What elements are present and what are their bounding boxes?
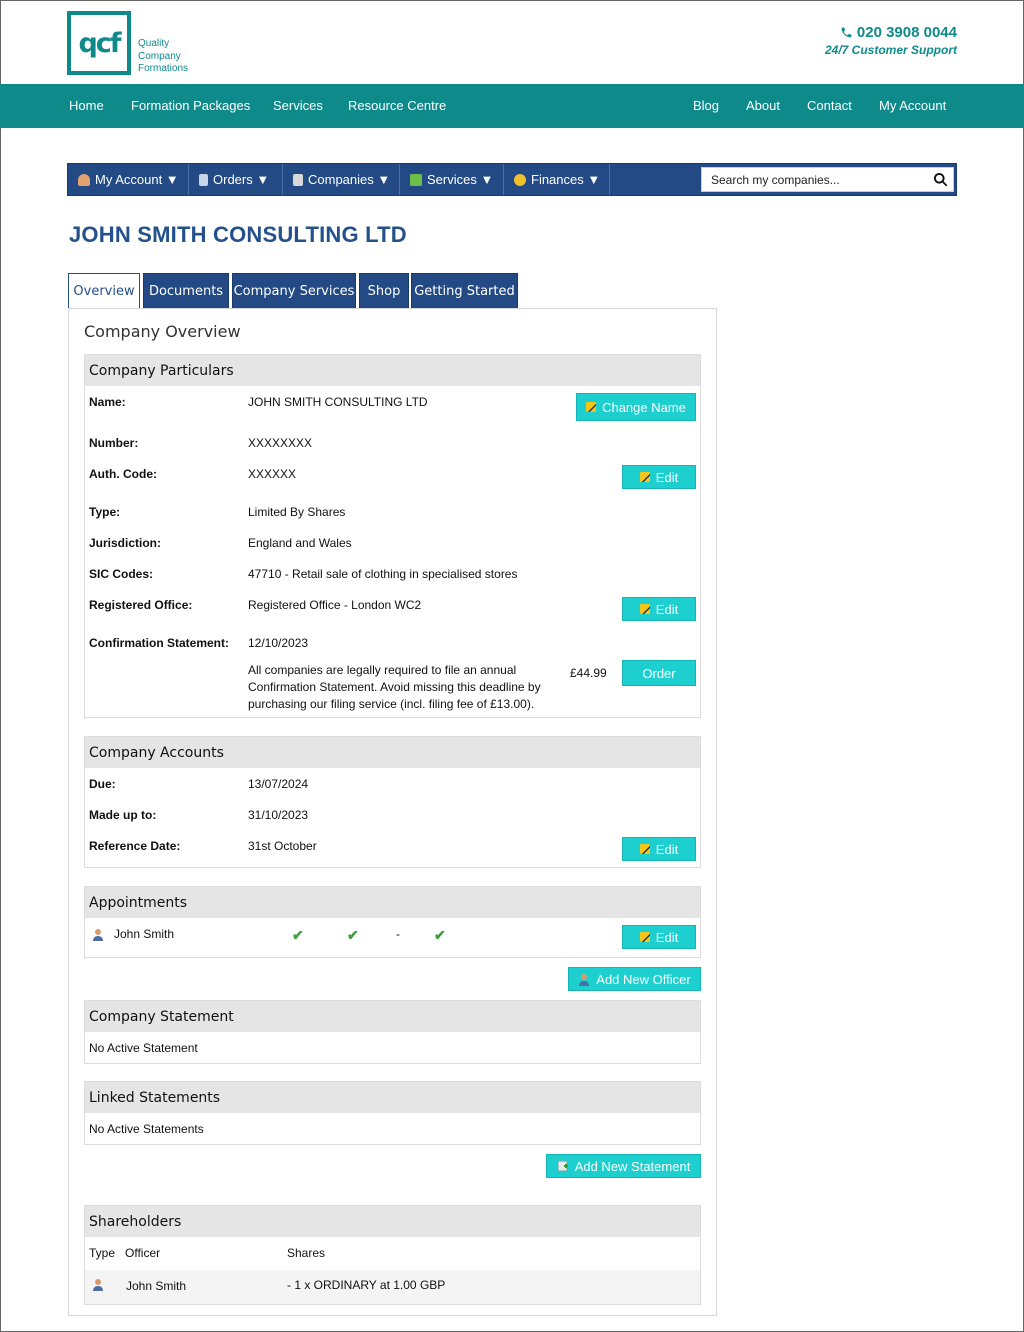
menu-companies-label: Companies ▼ bbox=[308, 172, 391, 187]
number-value: XXXXXXXX bbox=[248, 436, 313, 450]
logo-line-3: Formations bbox=[138, 63, 189, 74]
phone-number[interactable] bbox=[825, 24, 957, 41]
menu-services-label: Services ▼ bbox=[427, 172, 494, 187]
logo-mark: qcf bbox=[78, 27, 120, 59]
logo-line-2: Company bbox=[138, 50, 181, 62]
edit-accounts-button[interactable] bbox=[622, 837, 696, 861]
check-icon: ✔ bbox=[434, 927, 446, 943]
section-title: Company Accounts bbox=[85, 737, 700, 768]
registered-office-value: Registered Office - London WC2 bbox=[248, 598, 422, 612]
made-up-to-label: Made up to: bbox=[89, 808, 157, 822]
column-officer: Officer bbox=[125, 1246, 161, 1260]
user-icon bbox=[78, 174, 90, 186]
section-linked-statements bbox=[84, 1081, 701, 1145]
shareholder-name[interactable]: John Smith bbox=[126, 1279, 187, 1293]
coins-icon bbox=[514, 174, 526, 186]
company-search bbox=[701, 167, 954, 192]
edit-auth-code-button[interactable] bbox=[622, 465, 696, 489]
add-statement-label: Add New Statement bbox=[574, 1158, 691, 1174]
nav-blog[interactable]: Blog bbox=[693, 98, 720, 113]
puzzle-icon bbox=[410, 174, 422, 186]
reference-date-label: Reference Date: bbox=[89, 839, 181, 853]
section-appointments bbox=[84, 886, 701, 958]
qcf-logo[interactable] bbox=[67, 11, 131, 75]
sic-codes-label: SIC Codes: bbox=[89, 567, 154, 581]
search-input[interactable] bbox=[702, 168, 922, 191]
confirmation-note-line: Confirmation Statement. Avoid missing this deadline by bbox=[248, 680, 541, 694]
shareholder-shares: - 1 x ORDINARY at 1.00 GBP bbox=[287, 1278, 446, 1292]
menu-orders[interactable] bbox=[189, 164, 283, 195]
change-name-button[interactable] bbox=[576, 393, 696, 421]
no-statement-text: No Active Statement bbox=[89, 1041, 198, 1055]
confirmation-statement-label: Confirmation Statement: bbox=[89, 636, 230, 650]
tab-company-services[interactable]: Company Services bbox=[232, 273, 356, 309]
pencil-icon bbox=[640, 472, 650, 482]
pencil-icon bbox=[640, 604, 650, 614]
auth-code-label: Auth. Code: bbox=[89, 467, 157, 481]
person-icon bbox=[92, 928, 104, 941]
pencil-icon bbox=[640, 932, 650, 942]
no-linked-statements-text: No Active Statements bbox=[89, 1122, 204, 1136]
section-company-accounts bbox=[84, 736, 701, 868]
number-label: Number: bbox=[89, 436, 139, 450]
confirmation-note bbox=[248, 662, 541, 713]
contact-block bbox=[825, 24, 957, 57]
check-icon: ✔ bbox=[292, 927, 304, 943]
confirmation-statement-value: 12/10/2023 bbox=[248, 636, 309, 650]
name-value: JOHN SMITH CONSULTING LTD bbox=[248, 395, 428, 409]
support-text: 24/7 Customer Support bbox=[824, 43, 957, 57]
add-statement-button[interactable] bbox=[546, 1154, 701, 1178]
made-up-to-value: 31/10/2023 bbox=[248, 808, 309, 822]
section-title: Shareholders bbox=[85, 1206, 700, 1237]
search-icon[interactable] bbox=[933, 172, 948, 187]
edit-registered-office-button[interactable] bbox=[622, 597, 696, 621]
main-nav bbox=[0, 84, 1024, 128]
edit-label: Edit bbox=[655, 841, 679, 857]
due-label: Due: bbox=[89, 777, 116, 791]
pencil-icon bbox=[640, 844, 650, 854]
confirmation-note-line: All companies are legally required to file an annual bbox=[248, 663, 517, 677]
nav-formation-packages[interactable]: Formation Packages bbox=[131, 98, 251, 113]
nav-services[interactable]: Services bbox=[273, 98, 323, 113]
phone-icon bbox=[840, 26, 853, 39]
section-title: Company Statement bbox=[85, 1001, 700, 1032]
nav-home[interactable]: Home bbox=[69, 98, 104, 113]
confirmation-price: £44.99 bbox=[570, 666, 607, 680]
reference-date-value: 31st October bbox=[248, 839, 317, 853]
tab-overview[interactable]: Overview bbox=[68, 273, 140, 309]
registered-office-label: Registered Office: bbox=[89, 598, 193, 612]
type-label: Type: bbox=[89, 505, 121, 519]
menu-finances[interactable] bbox=[504, 164, 610, 195]
building-icon bbox=[293, 174, 303, 186]
section-shareholders bbox=[84, 1205, 701, 1305]
change-name-label: Change Name bbox=[602, 399, 686, 415]
menu-services[interactable] bbox=[400, 164, 504, 195]
edit-label: Edit bbox=[655, 469, 679, 485]
column-shares: Shares bbox=[287, 1246, 326, 1260]
add-person-icon bbox=[578, 973, 590, 986]
nav-my-account[interactable]: My Account bbox=[879, 98, 947, 113]
column-type: Type bbox=[89, 1246, 116, 1260]
add-officer-label: Add New Officer bbox=[596, 971, 691, 987]
menu-my-account-label: My Account ▼ bbox=[95, 172, 179, 187]
section-company-particulars bbox=[84, 354, 701, 718]
dash-text: - bbox=[396, 927, 400, 941]
type-value: Limited By Shares bbox=[248, 505, 346, 519]
section-title: Appointments bbox=[85, 887, 700, 918]
tab-documents[interactable]: Documents bbox=[143, 273, 229, 309]
edit-appointment-button[interactable] bbox=[622, 925, 696, 949]
edit-label: Edit bbox=[655, 929, 679, 945]
due-value: 13/07/2024 bbox=[248, 777, 309, 791]
pencil-icon bbox=[586, 402, 596, 412]
person-icon bbox=[92, 1278, 104, 1291]
section-company-statement bbox=[84, 1000, 701, 1064]
nav-contact[interactable]: Contact bbox=[807, 98, 852, 113]
account-toolbar bbox=[67, 163, 957, 196]
officer-name[interactable]: John Smith bbox=[114, 927, 175, 941]
section-title: Linked Statements bbox=[85, 1082, 700, 1113]
confirmation-note-line: purchasing our filing service (incl. filing fee of £13.00). bbox=[248, 697, 535, 711]
section-title: Company Particulars bbox=[85, 355, 700, 386]
tab-shop[interactable]: Shop bbox=[359, 273, 409, 309]
tab-getting-started[interactable]: Getting Started bbox=[411, 273, 518, 309]
name-label: Name: bbox=[89, 395, 126, 409]
order-button[interactable]: Order bbox=[622, 660, 696, 686]
phone-number-text: 020 3908 0044 bbox=[856, 24, 957, 41]
menu-companies[interactable] bbox=[283, 164, 400, 195]
jurisdiction-value: England and Wales bbox=[248, 536, 352, 550]
page-title: JOHN SMITH CONSULTING LTD bbox=[69, 222, 407, 247]
logo-tagline bbox=[138, 38, 188, 76]
add-document-icon bbox=[557, 1160, 569, 1172]
table-row bbox=[85, 1270, 700, 1304]
sic-codes-value: 47710 - Retail sale of clothing in specialised stores bbox=[248, 567, 518, 581]
nav-resource-centre[interactable]: Resource Centre bbox=[348, 98, 447, 113]
menu-orders-label: Orders ▼ bbox=[213, 172, 270, 187]
check-icon: ✔ bbox=[347, 927, 359, 943]
overview-heading: Company Overview bbox=[84, 322, 241, 341]
menu-finances-label: Finances ▼ bbox=[531, 172, 601, 187]
add-officer-button[interactable] bbox=[568, 967, 701, 991]
logo-line-1: Quality bbox=[138, 38, 170, 49]
menu-my-account[interactable] bbox=[68, 164, 189, 195]
nav-about[interactable]: About bbox=[746, 98, 780, 113]
document-icon bbox=[199, 174, 208, 186]
auth-code-value: XXXXXX bbox=[248, 467, 297, 481]
jurisdiction-label: Jurisdiction: bbox=[89, 536, 162, 550]
edit-label: Edit bbox=[655, 601, 679, 617]
